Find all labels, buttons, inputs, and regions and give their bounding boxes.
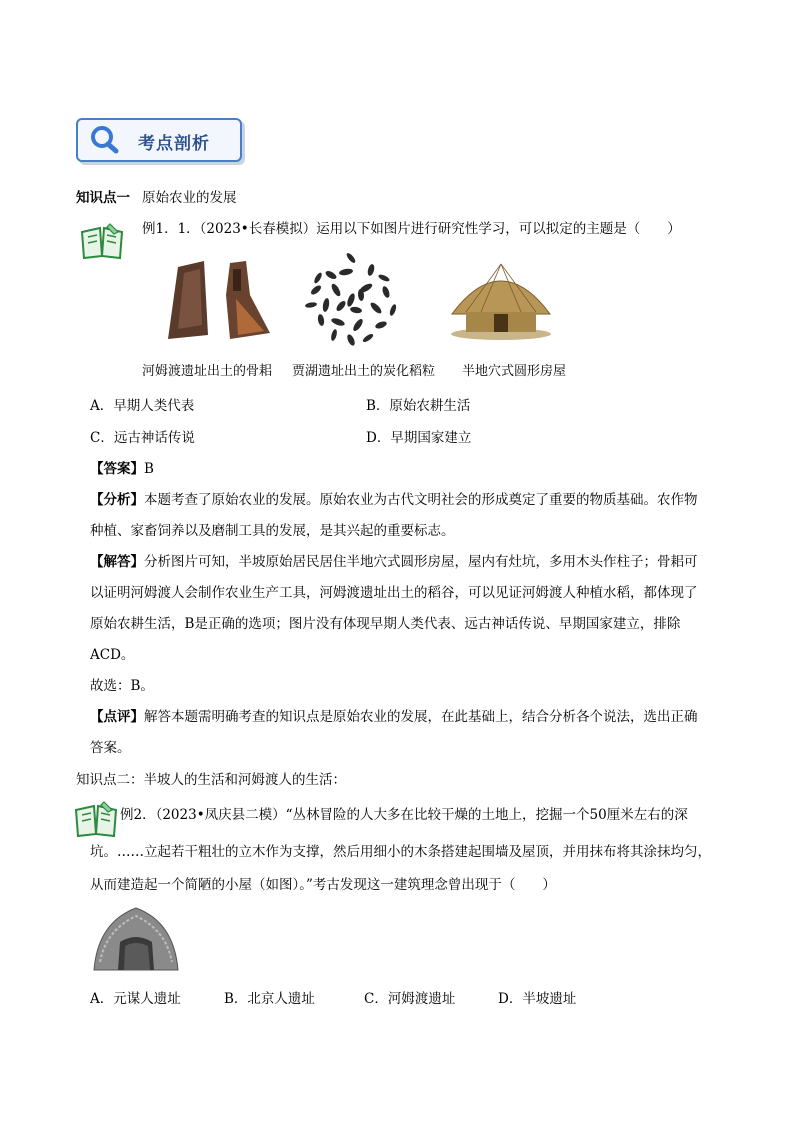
carbonized-rice-image — [296, 250, 406, 350]
option-d[interactable]: D．早期国家建立 — [366, 430, 472, 446]
comment-text: 解答本题需明确考查的知识点是原始农业的发展，在此基础上，结合分析各个说法，选出正确 — [144, 709, 698, 725]
hut-image — [90, 902, 182, 974]
round-house-image — [446, 258, 556, 343]
solution-tag: 【解答】 — [90, 554, 144, 570]
solution-line: 以证明河姆渡人会制作农业生产工具，河姆渡遗址出土的稻谷，可以见证河姆渡人种植水稻，都体现了 — [90, 585, 698, 601]
solution-line: 原始农耕生活，B是正确的选项；图片没有体现早期人类代表、远古神话传说、早期国家建立，排除 — [90, 616, 681, 632]
q2-stem: 坑。……立起若干粗壮的立木作为支撑，然后用细小的木条搭建起围墙及屋顶，并用抹布将其涂抹均匀， — [90, 844, 711, 860]
analysis-tag: 【分析】 — [90, 492, 144, 508]
comment-line: 答案。 — [90, 740, 131, 756]
kp1-label: 知识点一 — [76, 190, 130, 206]
option-b[interactable]: B．北京人遗址 — [224, 991, 315, 1007]
q2-stem: 例2．（2023•凤庆县二模）“丛林冒险的人大多在比较干燥的土地上，挖掘一个50厘米左右的深 — [120, 807, 688, 823]
q1-stem: 例1．1．（2023•长春模拟）运用以下如图片进行研究性学习，可以拟定的主题是（ ） — [142, 221, 681, 237]
answer-value: B — [144, 461, 154, 477]
bone-spade-image — [160, 255, 275, 345]
solution-line — [90, 550, 698, 570]
section-header — [76, 118, 242, 162]
analysis-text: 本题考查了原始农业的发展。原始农业为古代文明社会的形成奠定了重要的物质基础。农作物 — [144, 492, 698, 508]
comment-line — [90, 705, 698, 725]
book-icon — [80, 222, 124, 260]
analysis-line: 种植、家畜饲养以及磨制工具的发展，是其兴起的重要标志。 — [90, 523, 455, 539]
analysis-line — [90, 488, 698, 508]
solution-text: 分析图片可知，半坡原始居民居住半地穴式圆形房屋，屋内有灶坑，多用木头作柱子；骨耜可 — [144, 554, 698, 570]
book-icon — [74, 800, 118, 838]
image-caption: 贾湖遗址出土的炭化稻粒 — [292, 364, 436, 379]
option-b[interactable]: B．原始农耕生活 — [366, 398, 471, 414]
answer-line — [90, 457, 154, 477]
kp2-title: 知识点二：半坡人的生活和河姆渡人的生活： — [76, 772, 346, 788]
option-a[interactable]: A．早期人类代表 — [90, 398, 195, 414]
section-title: 考点剖析 — [138, 134, 210, 154]
kp1-title: 原始农业的发展 — [142, 190, 237, 206]
magnifier-icon — [88, 124, 122, 154]
answer-tag: 【答案】 — [90, 461, 144, 477]
q2-stem: 从而建造起一个简陋的小屋（如图）。”考古发现这一建筑理念曾出现于（ ） — [90, 877, 556, 893]
option-a[interactable]: A．元谋人遗址 — [90, 991, 181, 1007]
image-caption: 河姆渡遗址出土的骨耜 — [142, 364, 273, 379]
conclusion-line: 故选：B。 — [90, 678, 154, 694]
comment-tag: 【点评】 — [90, 709, 144, 725]
option-c[interactable]: C．远古神话传说 — [90, 430, 195, 446]
option-d[interactable]: D．半坡遗址 — [498, 991, 577, 1007]
solution-line: ACD。 — [90, 647, 135, 663]
image-caption: 半地穴式圆形房屋 — [462, 364, 567, 379]
option-c[interactable]: C．河姆渡遗址 — [364, 991, 456, 1007]
